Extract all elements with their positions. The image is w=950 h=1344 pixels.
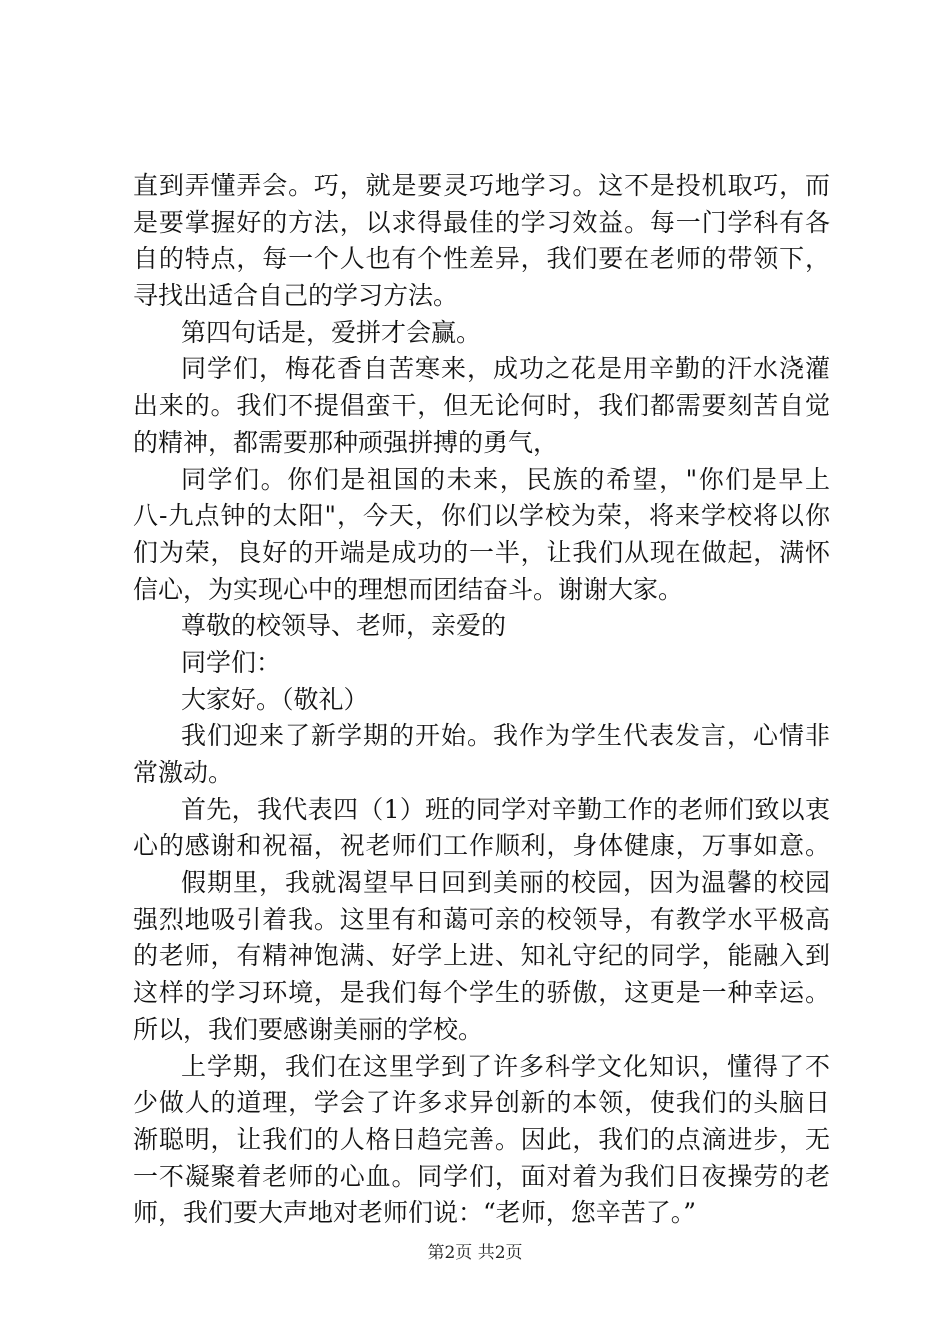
text-line: 八-九点钟的太阳"，今天，你们以学校为荣，将来学校将以你 (133, 501, 830, 531)
text-line: 同学们： (181, 647, 282, 677)
text-line: 这样的学习环境，是我们每个学生的骄傲，这更是一种幸运。 (133, 978, 830, 1008)
document-body (133, 168, 830, 1232)
text-line: 自的特点，每一个人也有个性差异，我们要在老师的带领下， (133, 244, 830, 274)
page-footer: 第2页 共2页 (427, 1243, 523, 1263)
text-line: 第四句话是，爱拼才会赢。 (181, 317, 482, 347)
text-line: 少做人的道理，学会了许多求异创新的本领，使我们的头脑日 (133, 1088, 830, 1118)
text-line: 一不凝聚着老师的心血。同学们，面对着为我们日夜操劳的老 (133, 1161, 830, 1191)
text-line: 心的感谢和祝福，祝老师们工作顺利，身体健康，万事如意。 (133, 831, 830, 861)
text-line: 同学们。你们是祖国的未来，民族的希望，"你们是早上 (181, 464, 830, 494)
text-line: 同学们，梅花香自苦寒来，成功之花是用辛勤的汗水浇灌 (181, 354, 830, 384)
text-line: 的老师，有精神饱满、好学上进、知礼守纪的同学，能融入到 (133, 941, 830, 971)
text-line: 师，我们要大声地对老师们说：“老师，您辛苦了。” (133, 1198, 697, 1228)
text-line: 出来的。我们不提倡蛮干，但无论何时，我们都需要刻苦自觉 (133, 391, 830, 421)
text-line: 信心，为实现心中的理想而团结奋斗。谢谢大家。 (133, 574, 684, 604)
text-line: 们为荣，良好的开端是成功的一半，让我们从现在做起，满怀 (133, 537, 830, 567)
text-line: 我们迎来了新学期的开始。我作为学生代表发言，心情非 (181, 721, 830, 751)
text-line: 渐聪明，让我们的人格日趋完善。因此，我们的点滴进步，无 (133, 1124, 830, 1154)
text-line: 是要掌握好的方法，以求得最佳的学习效益。每一门学科有各 (133, 207, 830, 237)
text-line: 寻找出适合自己的学习方法。 (133, 281, 459, 311)
text-line: 直到弄懂弄会。巧，就是要灵巧地学习。这不是投机取巧，而 (133, 171, 830, 200)
text-line: 首先，我代表四（1）班的同学对辛勤工作的老师们致以衷 (181, 794, 830, 824)
text-line: 假期里，我就渴望早日回到美丽的校园，因为温馨的校园 (181, 868, 830, 898)
text-line: 的精神，都需要那种顽强拼搏的勇气， (133, 427, 559, 457)
text-line: 大家好。（敬礼） (181, 684, 369, 714)
text-line: 所以，我们要感谢美丽的学校。 (133, 1014, 484, 1044)
text-line: 上学期，我们在这里学到了许多科学文化知识，懂得了不 (181, 1051, 830, 1081)
text-line: 尊敬的校领导、老师，亲爱的 (181, 611, 507, 641)
text-line: 常激动。 (133, 758, 234, 787)
text-line: 强烈地吸引着我。这里有和蔼可亲的校领导，有教学水平极高 (133, 904, 830, 934)
